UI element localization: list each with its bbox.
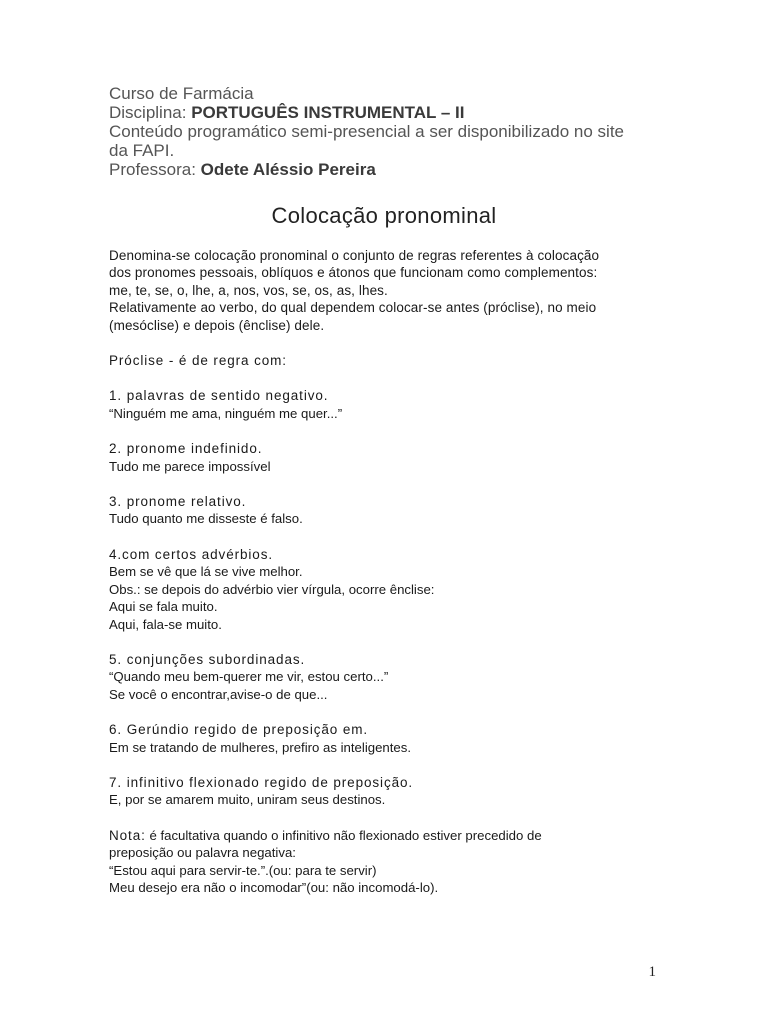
section-line: Bem se vê que lá se vive melhor. [109, 564, 303, 580]
note-block [109, 827, 669, 897]
discipline-line [109, 103, 689, 122]
section-heading: 2. pronome indefinido. [109, 441, 263, 457]
section-heading: 4.com certos advérbios. [109, 546, 274, 562]
section-3 [109, 493, 669, 528]
professor-line [109, 160, 689, 179]
section-2 [109, 440, 669, 475]
section-6 [109, 721, 669, 756]
section-line: “Quando meu bem-querer me vir, estou certo...” [109, 669, 389, 685]
document-header [109, 84, 689, 179]
section-line: Tudo quanto me disseste é falso. [109, 511, 303, 527]
intro-line: Relativamente ao verbo, do qual dependem colocar-se antes (próclise), no meio [109, 300, 597, 316]
note-line: “Estou aqui para servir-te.”.(ou: para te servir) [109, 862, 377, 878]
note-line [109, 827, 669, 844]
section-heading: 5. conjunções subordinadas. [109, 651, 306, 667]
intro-line: dos pronomes pessoais, oblíquos e átonos que funcionam como complementos: [109, 265, 598, 281]
section-5 [109, 651, 669, 703]
discipline-label: Disciplina: [109, 103, 192, 122]
section-heading: 1. palavras de sentido negativo. [109, 388, 329, 404]
section-heading: 6. Gerúndio regido de preposição em. [109, 722, 369, 738]
content-line-2: da FAPI. [109, 141, 175, 160]
section-line: Tudo me parece impossível [109, 458, 271, 474]
section-line: Aqui, fala-se muito. [109, 616, 222, 632]
note-line: preposição ou palavra negativa: [109, 845, 296, 861]
intro-paragraph [109, 247, 669, 334]
document-body [109, 247, 669, 896]
section-heading: 7. infinitivo flexionado regido de preposição. [109, 774, 414, 790]
intro-line: me, te, se, o, lhe, a, nos, vos, se, os, as, lhes. [109, 282, 388, 298]
page-number: 1 [648, 964, 656, 980]
note-label: Nota: [109, 827, 146, 843]
course-line: Curso de Farmácia [109, 84, 254, 103]
section-line: Em se tratando de mulheres, prefiro as inteligentes. [109, 739, 412, 755]
section-line: “Ninguém me ama, ninguém me quer...” [109, 405, 343, 421]
section-1 [109, 387, 669, 422]
document-title: Colocação pronominal [271, 203, 497, 228]
note-text: é facultativa quando o infinitivo não flexionado estiver precedido de [145, 827, 542, 843]
intro-line: (mesóclise) e depois (ênclise) dele. [109, 317, 325, 333]
note-line: Meu desejo era não o incomodar”(ou: não incomodá-lo). [109, 879, 439, 895]
professor-value: Odete Aléssio Pereira [200, 160, 376, 179]
professor-label: Professora: [109, 160, 201, 179]
proclise-heading: Próclise - é de regra com: [109, 353, 287, 369]
section-heading: 3. pronome relativo. [109, 494, 247, 510]
section-7 [109, 774, 669, 809]
content-line-1: Conteúdo programático semi-presencial a ser disponibilizado no site [109, 122, 624, 141]
section-line: Se você o encontrar,avise-o de que... [109, 686, 328, 702]
section-line: Obs.: se depois do advérbio vier vírgula, ocorre ênclise: [109, 581, 435, 597]
discipline-value: PORTUGUÊS INSTRUMENTAL – II [191, 103, 465, 122]
section-4 [109, 546, 669, 633]
intro-line: Denomina-se colocação pronominal o conjunto de regras referentes à colocação [109, 248, 600, 263]
section-line: E, por se amarem muito, uniram seus destinos. [109, 792, 386, 808]
section-line: Aqui se fala muito. [109, 599, 218, 615]
